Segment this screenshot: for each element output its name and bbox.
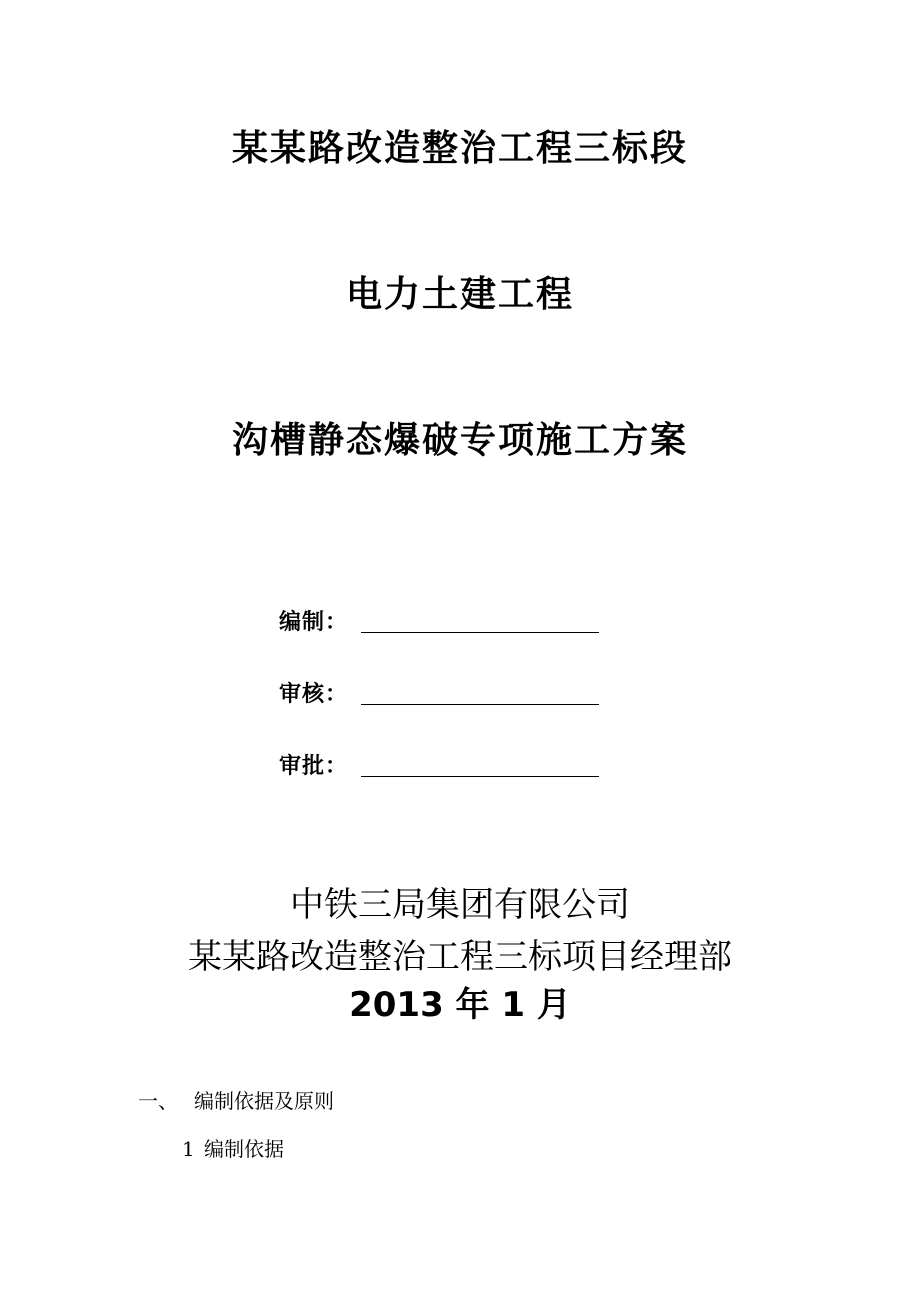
subsection-heading <box>182 1136 284 1162</box>
document-date: 2013 年 1 月 <box>349 985 571 1025</box>
signature-row-approve <box>279 746 599 780</box>
section-number: 一、 <box>138 1089 178 1113</box>
signature-blank-compile <box>361 632 599 633</box>
signature-blank-approve <box>361 776 599 777</box>
project-title: 某某路改造整治工程三标段 <box>231 127 688 169</box>
signature-label-approve: 审批： <box>279 753 349 779</box>
organization-name: 中铁三局集团有限公司 <box>290 885 630 925</box>
section-title: 编制依据及原则 <box>194 1089 334 1113</box>
department-name: 某某路改造整治工程三标项目经理部 <box>188 937 732 977</box>
signature-label-compile: 编制： <box>279 609 349 635</box>
section-heading <box>138 1088 334 1114</box>
document-title: 沟槽静态爆破专项施工方案 <box>231 419 688 461</box>
signature-label-review: 审核： <box>279 681 349 707</box>
subsection-title: 编制依据 <box>204 1137 284 1161</box>
project-subtitle: 电力土建工程 <box>345 273 574 315</box>
signature-blank-review <box>361 704 599 705</box>
signature-row-review <box>279 674 599 708</box>
subsection-number: 1 <box>182 1137 195 1161</box>
signature-row-compile <box>279 602 599 636</box>
